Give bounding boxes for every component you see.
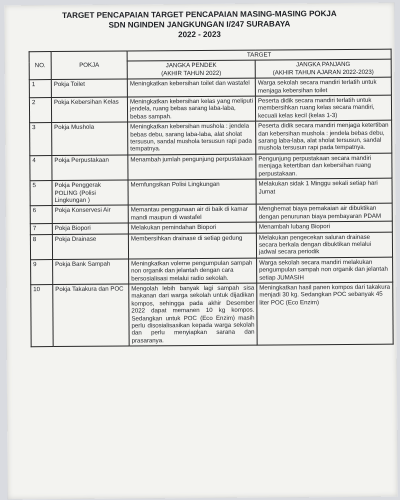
header-year: 2022 - 2023 (178, 29, 221, 40)
table-row (30, 153, 392, 181)
row-panjang: Menambah lubang Biopori (256, 221, 392, 232)
row-pendek: Mengolah lebih banyak lagi sampah sisa makanan dari warga sekolah untuk dijadikan kompos, sehingga pada akhir Desember 2022 dapat memanen 10 kg kompos. Sedangkan untuk POC (Eco Enzim) masih perlu disosialisasikan kepada warga sekolah dan perlu menyiapkan sarana dan prasaranya. (129, 283, 257, 346)
header-pokja: POKJA (51, 51, 127, 80)
header-no: NO. (29, 52, 51, 80)
header-jangka-panjang (255, 60, 391, 79)
row-no: 4 (30, 155, 52, 180)
table-row (30, 232, 392, 260)
table-row (30, 178, 392, 206)
row-pendek: Membersihkan drainase di setiap gedung (128, 233, 256, 259)
header-panjang-label: JANGKA PANJANG (296, 61, 351, 69)
table-row (29, 95, 391, 123)
row-pendek: Meningkatkan kebersihan kelas yang meliputi jendela, ruang bebas sarang laba-laba, bebas sampah. (127, 96, 255, 122)
row-no: 7 (30, 224, 52, 235)
table-row (31, 257, 393, 285)
row-pendek: Meningkatkan voleme pengumpulan sampah non organik dan jelantah dengan cara bersosialisasi melalui radio sekolah. (129, 258, 257, 284)
header-jangka-pendek (127, 61, 255, 80)
row-pokja: Pokja Takakura dan POC (53, 284, 129, 347)
row-panjang: Peserta didik secara mandiri terlatih untuk membersihkan ruang kelas secara mandiri, kecuali kelas kecil (kelas 1-3) (255, 95, 391, 121)
row-pokja: Pokja Biopori (52, 223, 128, 234)
row-pendek: Meningkatkan kebersihan mushola : jendela bebas debu, sarang laba-laba, alat sholat tersusun, sandal mushola tersusun rapi pada tempatnya. (128, 121, 256, 155)
document-page (4, 3, 397, 500)
table-row (30, 120, 392, 155)
row-no: 6 (30, 206, 52, 224)
header-target: TARGET (127, 49, 391, 61)
row-panjang: Meningkatkan hasil panen kompos dari takakura menjadi 30 kg. Sedangkan POC sebanyak 45 liter POC (Eco Enzim) (257, 282, 393, 345)
row-no: 10 (31, 285, 53, 347)
row-pendek: Meningkatkan kebersihan toilet dan wastafel (127, 78, 255, 97)
row-no: 3 (30, 123, 52, 156)
document-header (4, 3, 394, 42)
table-row (31, 282, 393, 347)
header-pendek-label: JANGKA PENDEK (165, 62, 217, 70)
row-no: 9 (31, 259, 53, 284)
row-pendek: Memantau penggunaan air di baik di kamar mandi maupun di wastafel (128, 204, 256, 223)
header-title: TARGET PENCAPAIAN TARGET PENCAPAIAN MASING-MASING POKJA (62, 9, 337, 20)
row-no: 5 (30, 181, 52, 206)
row-no: 2 (29, 98, 51, 123)
row-pokja: Pokja Bank Sampah (53, 259, 129, 285)
row-pokja: Pokja Penggerak POLING (Polisi Lingkungan ) (52, 180, 128, 206)
row-pendek: Menambah jumlah pengunjung perpustakaan (128, 154, 256, 180)
row-pendek: Melakukan pemindahan Biopori (128, 222, 256, 233)
row-panjang: Peserta didik secara mandiri menjaga ketertiban dan kebersihan mushola : jendela bebas debu, sarang laba-laba, alat sholat tersusun, sandal mushola tersusun rapi pada tempatnya. (256, 120, 392, 154)
row-panjang: Warga sekolah secara mandiri terlatih untuk menjaga kebersihan toilet (255, 77, 391, 96)
row-no: 1 (29, 80, 51, 98)
row-panjang: Melakukan sidak 1 Minggu sekali setiap hari Jumat (256, 178, 392, 204)
target-table (29, 49, 394, 348)
row-pokja: Pokja Drainase (52, 234, 128, 260)
row-pokja: Pokja Kebersihan Kelas (51, 97, 127, 123)
header-school: SDN NGINDEN JANGKUNGAN I/247 SURABAYA (108, 19, 291, 30)
row-pendek: Memfungsikan Polisi Lingkungan (128, 179, 256, 205)
row-pokja: Pokja Toilet (51, 79, 127, 97)
row-no: 8 (30, 234, 52, 259)
header-panjang-sub: (AKHIR TAHUN AJARAN 2022-2023) (272, 68, 374, 77)
row-panjang: Menghemat biaya pemakaian air dibuktikan dengan penurunan biaya pembayaran PDAM (256, 203, 392, 222)
row-panjang: Warga sekolah secara mandiri melakukan pengumpulan sampah non organik dan jelantah setiap JUMASIH (257, 257, 393, 283)
row-panjang: Melakukan pengecekan saluran drainase secara berkala dengan dibuktikan melalui jadwal secara periodik (256, 232, 392, 258)
row-pokja: Pokja Mushola (52, 122, 128, 155)
row-pokja: Pokja Konservesi Air (52, 205, 128, 223)
header-pendek-sub: (AKHIR TAHUN 2022) (161, 69, 222, 78)
row-panjang: Pengunjung perpustakaan secara mandiri menjaga ketertiban dan kebersihan ruang perpustakaan. (256, 153, 392, 179)
row-pokja: Pokja Perpustakaan (52, 155, 128, 181)
